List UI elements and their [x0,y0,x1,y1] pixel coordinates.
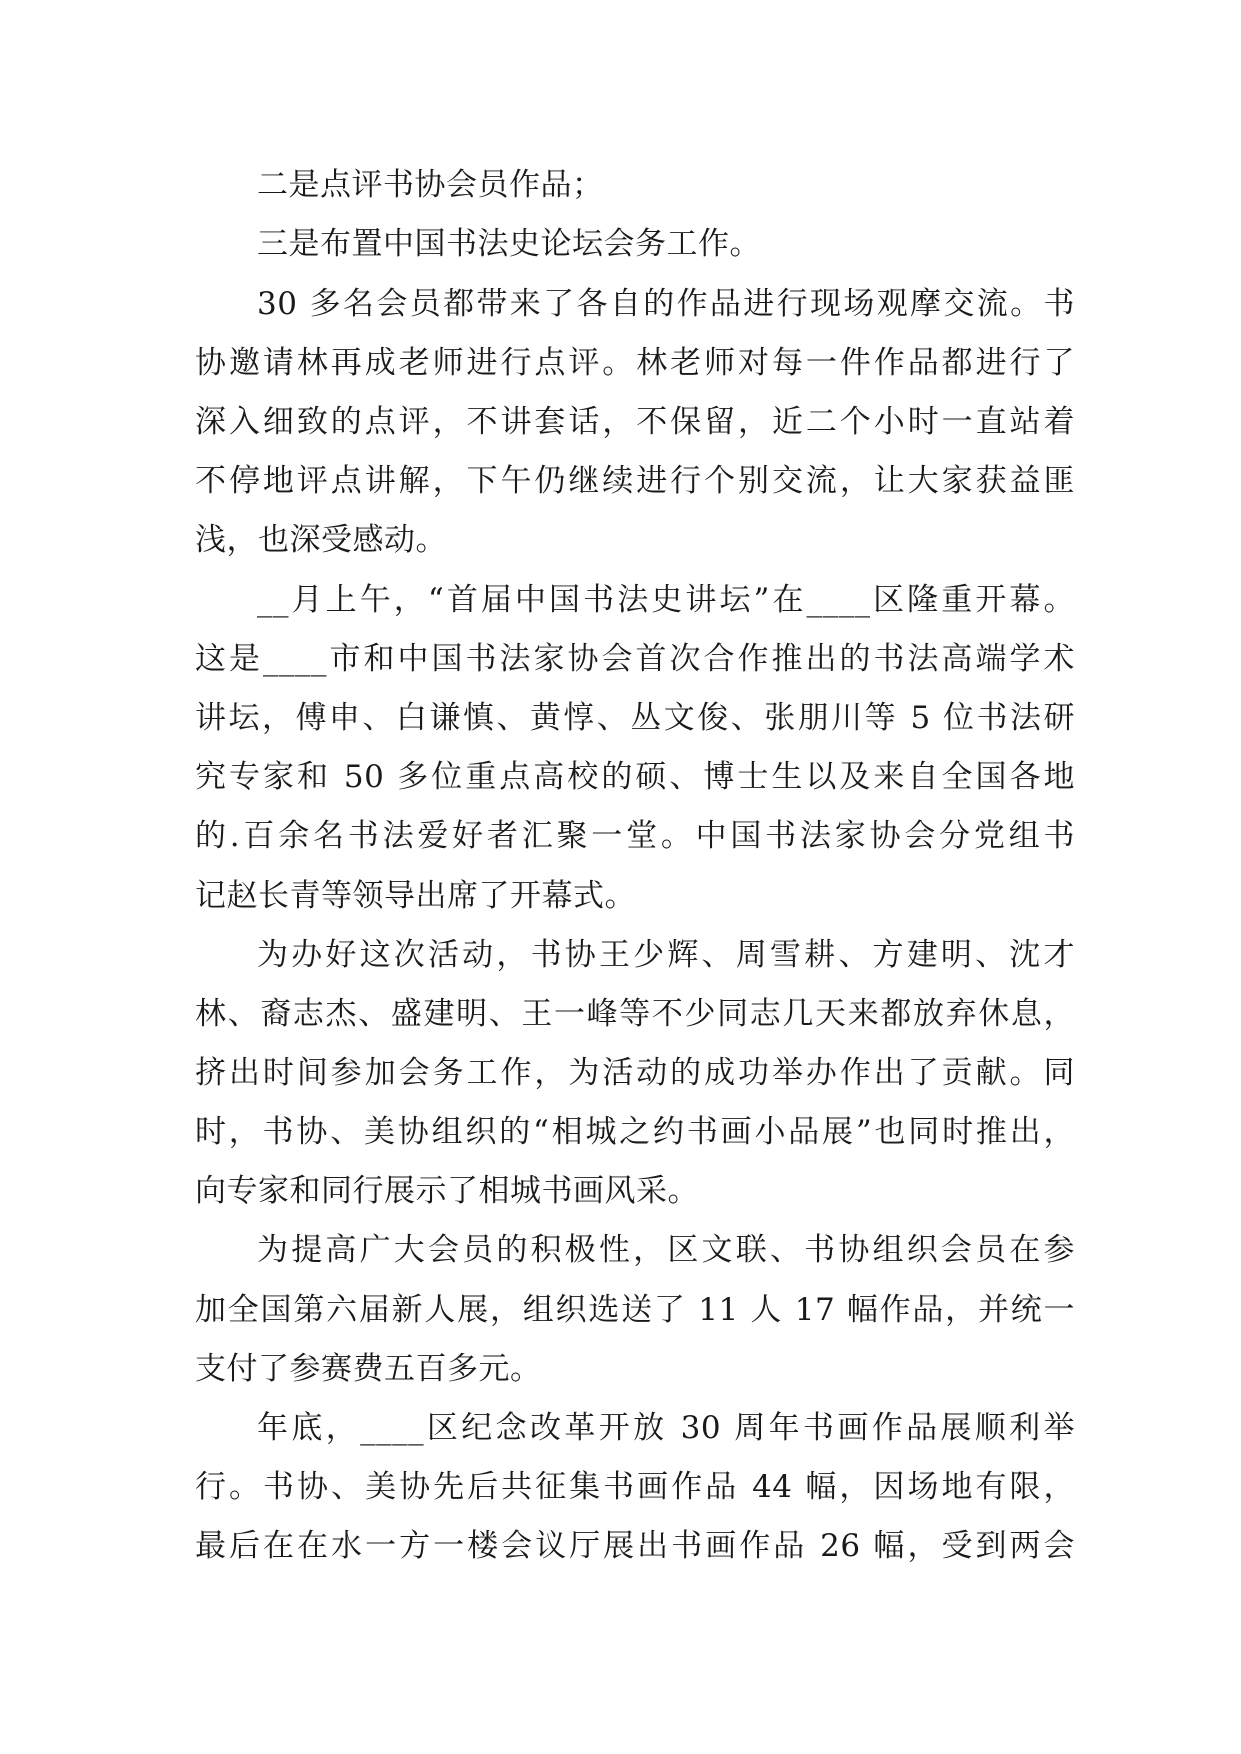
text-line: 30 多名会员都带来了各自的作品进行现场观摩交流。书 [257,286,1075,322]
text-line: 加全国第六届新人展，组织选送了 11 人 17 幅作品，并统一 [195,1292,1075,1328]
text-line: 年底，____区纪念改革开放 30 周年书画作品展顺利举 [257,1410,1075,1446]
text-line: 三是布置中国书法史论坛会务工作。 [257,226,761,262]
text-line: 最后在在水一方一楼会议厅展出书画作品 26 幅，受到两会 [195,1528,1075,1564]
text-line: 二是点评书协会员作品； [257,167,604,203]
text-line: __月上午，“首届中国书法史讲坛”在____区隆重开幕。 [257,582,1075,618]
text-line: 讲坛，傅申、白谦慎、黄惇、丛文俊、张朋川等 5 位书法研 [195,700,1075,736]
text-line: 究专家和 50 多位重点高校的硕、博士生以及来自全国各地 [195,759,1075,795]
text-line: 深入细致的点评，不讲套话，不保留，近二个小时一直站着 [195,404,1075,440]
text-line: 行。书协、美协先后共征集书画作品 44 幅，因场地有限， [195,1469,1075,1505]
text-line: 为办好这次活动，书协王少辉、周雪耕、方建明、沈才 [257,937,1075,973]
text-line: 浅，也深受感动。 [195,522,447,558]
text-line: 支付了参赛费五百多元。 [195,1351,542,1387]
text-line: 协邀请林再成老师进行点评。林老师对每一件作品都进行了 [195,345,1075,381]
text-line: 的.百余名书法爱好者汇聚一堂。中国书法家协会分党组书 [195,818,1075,854]
text-line: 记赵长青等领导出席了开幕式。 [195,878,636,914]
text-line: 这是____市和中国书法家协会首次合作推出的书法高端学术 [195,641,1075,677]
text-line: 挤出时间参加会务工作，为活动的成功举办作出了贡献。同 [195,1055,1075,1091]
text-line: 不停地评点讲解，下午仍继续进行个别交流，让大家获益匪 [195,463,1075,499]
text-line: 为提高广大会员的积极性，区文联、书协组织会员在参 [257,1232,1075,1268]
text-line: 时，书协、美协组织的“相城之约书画小品展”也同时推出， [195,1114,1075,1150]
text-line: 林、裔志杰、盛建明、王一峰等不少同志几天来都放弃休息， [195,996,1075,1032]
text-line: 向专家和同行展示了相城书画风采。 [195,1173,699,1209]
